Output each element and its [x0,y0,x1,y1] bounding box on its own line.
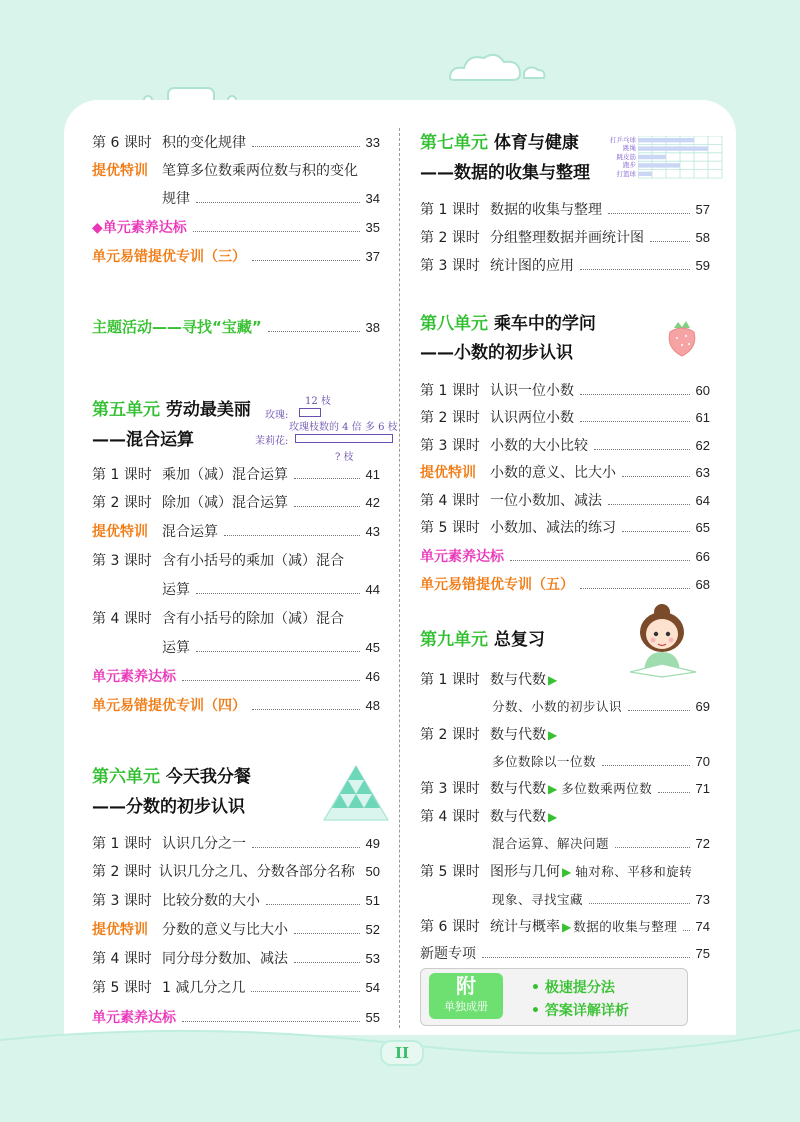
appendix-box [420,968,688,1026]
chart-label: 打篮球 [616,169,636,178]
entry-title: 小数加、减法的练习 [490,520,616,536]
entry-title: 新题专项 [420,946,476,962]
appendix-item-label: 极速提分法 [544,980,615,996]
chart-bar [638,146,708,150]
leader-dots [196,202,360,203]
toc-entry[interactable] [420,944,710,964]
girl-reading-illustration [622,600,704,678]
entry-title: 运算 [162,582,190,598]
toc-entry[interactable] [92,551,380,571]
leader-dots [294,506,360,507]
toc-entry[interactable] [92,862,380,882]
toc-entry[interactable] [420,408,710,428]
entry-title: 统计与概率 [490,919,560,935]
entry-subtitle: 分数、小数的初步认识 [492,699,623,714]
unit-heading [420,628,545,652]
diagram-bar [295,434,393,443]
strawberry-illustration [664,318,700,358]
entry-label: 第 4 课时 [420,493,480,509]
unit-number: 第九单元 [420,630,488,650]
leader-dots [580,421,690,422]
unit-subtitle: ——混合运算 [92,430,194,450]
entry-page: 50 [365,864,380,879]
leader-dots [650,241,690,242]
entry-label: 第 3 课时 [420,438,480,454]
arrow-right-icon: ▶ [562,920,572,934]
entry-page: 35 [365,220,380,235]
leader-dots [224,535,360,536]
entry-page: 54 [365,980,380,995]
toc-entry[interactable] [420,917,710,937]
entry-page: 73 [695,892,710,907]
appendix-item[interactable] [531,977,615,997]
toc-entry[interactable] [92,465,380,485]
toc-entry[interactable] [92,696,380,716]
entry-label: 第 4 课时 [420,809,480,825]
entry-page: 44 [365,582,380,597]
entry-title: 笔算多位数乘两位数与积的变化 [162,163,358,179]
unit-number: 第八单元 [420,314,488,334]
entry-page: 58 [695,230,710,245]
entry-label: 第 3 课时 [92,553,152,569]
toc-entry[interactable] [420,670,710,690]
toc-entry[interactable] [492,752,710,772]
diagram-bar [299,408,321,417]
toc-entry[interactable] [92,317,380,338]
toc-entry[interactable] [92,609,380,629]
entry-title: 积的变化规律 [162,135,246,151]
appendix-badge [429,973,503,1019]
entry-label: 第 6 课时 [92,135,152,151]
unit-subtitle: ——分数的初步认识 [92,797,245,817]
toc-entry[interactable] [92,133,380,153]
chart-bar [638,163,680,167]
bar-model-diagram [255,392,403,462]
entry-title: ◆单元素养达标 [92,220,187,236]
leader-dots [615,847,690,848]
toc-entry[interactable] [92,1008,380,1028]
chart-label: 跑步 [623,161,636,170]
entry-label: 提优特训 [92,922,148,938]
entry-title: 运算 [162,640,190,656]
entry-page: 45 [365,640,380,655]
entry-label: 第 4 课时 [92,611,152,627]
toc-entry[interactable] [92,247,380,267]
toc-entry[interactable] [420,547,710,567]
entry-title: 分数的意义与比大小 [162,922,288,938]
toc-entry[interactable] [92,667,380,687]
leader-dots [193,231,360,232]
entry-label: 第 2 课时 [92,495,152,511]
appendix-badge-title: 附 [456,974,476,998]
entry-label: 第 5 课时 [92,980,152,996]
entry-page: 34 [365,191,380,206]
entry-page: 42 [365,495,380,510]
leader-dots [608,504,690,505]
entry-title: 1 减几分之几 [162,980,246,996]
entry-subtitle: 多位数乘两位数 [561,781,653,796]
entry-label: 第 6 课时 [420,919,480,935]
toc-entry[interactable] [420,200,710,220]
diagram-label: 玫瑰枝数的 4 倍 多 6 枝 [289,422,398,433]
entry-subtitle: 轴对称、平移和旋转 [575,864,693,879]
entry-page: 71 [695,781,710,796]
leader-dots [589,903,690,904]
entry-title: 认识两位小数 [490,410,574,426]
leader-dots [608,213,690,214]
entry-title: 单元素养达标 [92,669,176,685]
toc-entry[interactable] [92,218,380,238]
entry-label: 提优特训 [420,465,476,481]
entry-title: 认识几分之一 [162,836,246,852]
unit-title: 乘车中的学问 [493,314,596,334]
arrow-right-icon: ▶ [562,865,572,879]
entry-title: 含有小括号的除加（减）混合 [162,611,344,627]
toc-entry[interactable] [420,228,710,248]
toc-entry[interactable] [92,493,380,513]
entry-page: 63 [695,465,710,480]
toc-entry[interactable] [92,949,380,969]
toc-entry[interactable] [420,381,710,401]
diagram-label: 茉莉花: [255,436,289,447]
entry-label: 第 2 课时 [420,727,480,743]
entry-title: 数与代数 [490,727,546,743]
entry-page: 46 [365,669,380,684]
entry-title: 数与代数 [490,781,546,797]
entry-page: 37 [365,249,380,264]
entry-page: 38 [365,320,380,335]
leader-dots [182,680,360,681]
toc-entry[interactable] [420,436,710,456]
entry-page: 65 [695,520,710,535]
leader-dots [580,588,690,589]
leader-dots [252,260,360,261]
entry-title: 小数的大小比较 [490,438,588,454]
diagram-label: ? 枝 [335,452,354,463]
toc-entry[interactable] [420,807,710,827]
entry-title: 单元素养达标 [420,549,504,565]
toc-entry[interactable] [492,890,710,910]
bar-chart-illustration [600,136,724,180]
toc-entry[interactable] [92,580,380,600]
toc-entry[interactable] [420,256,710,276]
entry-title: 单元易错提优专训（三） [92,249,246,265]
entry-page: 64 [695,493,710,508]
appendix-badge-subtitle: 单独成册 [444,1000,488,1013]
chart-bar [638,138,694,142]
unit-title: 总复习 [493,630,545,650]
arrow-right-icon: ▶ [548,673,558,687]
toc-entry[interactable] [92,834,380,854]
diagram-label: 12 枝 [305,396,331,407]
entry-label: 第 2 课时 [420,410,480,426]
leader-dots [266,904,360,905]
entry-label: 第 1 课时 [420,202,480,218]
toc-entry[interactable] [92,638,380,658]
entry-title: 数与代数 [490,809,546,825]
toc-entry[interactable] [420,862,710,882]
entry-subtitle: 多位数除以一位数 [492,754,597,769]
page-number: II [380,1040,424,1066]
appendix-item[interactable] [531,1000,629,1020]
unit-heading [420,312,596,336]
leader-dots [252,709,360,710]
leader-dots [622,531,690,532]
unit-subtitle: ——数据的收集与整理 [420,163,590,183]
leader-dots [294,933,360,934]
entry-title: 图形与几何 [490,864,560,880]
entry-title: 数据的收集与整理 [490,202,602,218]
unit-heading [420,131,579,155]
leader-dots [196,593,360,594]
entry-label: 第 3 课时 [420,258,480,274]
entry-label: 第 4 课时 [92,951,152,967]
chart-bar [638,172,652,176]
entry-page: 41 [365,467,380,482]
unit-title: 体育与健康 [493,133,579,153]
entry-title: 含有小括号的乘加（减）混合 [162,553,344,569]
entry-title: 统计图的应用 [490,258,574,274]
entry-page: 49 [365,836,380,851]
toc-entry[interactable] [92,522,380,542]
leader-dots [294,478,360,479]
entry-page: 72 [695,836,710,851]
entry-label: 第 2 课时 [92,864,152,880]
leader-dots [252,146,360,147]
chart-label: 打乒乓球 [610,136,636,144]
entry-page: 70 [695,754,710,769]
entry-page: 52 [365,922,380,937]
unit-number: 第五单元 [92,400,160,420]
toc-entry[interactable] [420,725,710,745]
leader-dots [268,331,360,332]
leader-dots [294,962,360,963]
unit-number: 第六单元 [92,767,160,787]
entry-label: 第 5 课时 [420,864,480,880]
entry-page: 43 [365,524,380,539]
entry-title: 单元易错提优专训（四） [92,698,246,714]
entry-title: 认识一位小数 [490,383,574,399]
entry-label: 第 1 课时 [92,836,152,852]
leader-dots [683,930,690,931]
arrow-right-icon: ▶ [548,728,558,742]
leader-dots [182,1021,360,1022]
entry-label: 第 2 课时 [420,230,480,246]
entry-page: 62 [695,438,710,453]
entry-page: 66 [695,549,710,564]
entry-page: 48 [365,698,380,713]
entry-title: 规律 [162,191,190,207]
entry-label: 第 3 课时 [92,893,152,909]
entry-title: 一位小数加、减法 [490,493,602,509]
leader-dots [580,394,690,395]
chart-bar [638,155,666,159]
entry-page: 61 [695,410,710,425]
entry-title: 除加（减）混合运算 [162,495,288,511]
toc-entry[interactable] [92,978,380,998]
bullet-icon: • [531,1003,540,1019]
toc-entry[interactable] [492,697,710,717]
entry-label: 提优特训 [92,163,148,179]
toc-entry[interactable] [420,463,710,483]
entry-page: 51 [365,893,380,908]
entry-title: 单元易错提优专训（五） [420,577,574,593]
unit-subtitle: ——小数的初步认识 [420,343,573,363]
entry-title: 同分母分数加、减法 [162,951,288,967]
leader-dots [196,651,360,652]
entry-page: 33 [365,135,380,150]
leader-dots [628,710,690,711]
toc-entry[interactable] [492,834,710,854]
fraction-triangle-illustration [322,764,390,822]
toc-entry[interactable] [92,891,380,911]
chart-label: 跳绳 [623,144,636,153]
toc-entry[interactable] [420,575,710,595]
entry-title: 小数的意义、比大小 [490,465,616,481]
unit-heading [92,398,251,422]
entry-label: 第 1 课时 [420,672,480,688]
unit-title: 劳动最美丽 [165,400,251,420]
chart-grid [638,136,724,180]
entry-title: 乘加（减）混合运算 [162,467,288,483]
entry-title: 单元素养达标 [92,1010,176,1026]
toc-entry[interactable] [420,491,710,511]
diagram-label: 玫瑰: [265,410,289,421]
entry-title: 数与代数 [490,672,546,688]
entry-label: 提优特训 [92,524,148,540]
unit-heading [92,765,251,789]
toc-entry[interactable] [420,518,710,538]
leader-dots [622,476,690,477]
entry-page: 53 [365,951,380,966]
leader-dots [602,765,690,766]
cloud-decoration [440,48,550,88]
entry-page: 57 [695,202,710,217]
leader-dots [251,991,360,992]
entry-label: 第 1 课时 [92,467,152,483]
leader-dots [510,560,690,561]
column-divider [399,128,400,1028]
entry-title: 比较分数的大小 [162,893,260,909]
entry-label: 第 5 课时 [420,520,480,536]
entry-page: 68 [695,577,710,592]
entry-title: 认识几分之几、分数各部分名称 [158,864,355,880]
leader-dots [580,269,690,270]
entry-page: 60 [695,383,710,398]
entry-label: 第 1 课时 [420,383,480,399]
arrow-right-icon: ▶ [548,782,558,796]
toc-entry[interactable] [420,779,710,799]
leader-dots [252,847,360,848]
entry-subtitle: 混合运算、解决问题 [492,836,610,851]
entry-subtitle: 现象、寻找宝藏 [492,892,584,907]
entry-page: 69 [695,699,710,714]
entry-title: 分组整理数据并画统计图 [490,230,644,246]
unit-number: 第七单元 [420,133,488,153]
entry-label: 第 3 课时 [420,781,480,797]
unit-title: 今天我分餐 [165,767,251,787]
leader-dots [482,957,690,958]
toc-entry[interactable] [92,920,380,940]
toc-entry[interactable] [92,189,380,209]
entry-page: 75 [695,946,710,961]
entry-page: 59 [695,258,710,273]
entry-title: 混合运算 [162,524,218,540]
toc-entry[interactable] [92,161,380,181]
appendix-item-label: 答案详解详析 [544,1003,629,1019]
arrow-right-icon: ▶ [548,810,558,824]
leader-dots [658,792,690,793]
chart-label: 跳皮筋 [616,152,636,161]
entry-page: 74 [695,919,710,934]
entry-title: 主题活动——寻找“宝藏” [92,318,262,336]
bullet-icon: • [531,980,540,996]
entry-page: 55 [365,1010,380,1025]
entry-subtitle: 数据的收集与整理 [573,919,678,934]
leader-dots [594,449,690,450]
